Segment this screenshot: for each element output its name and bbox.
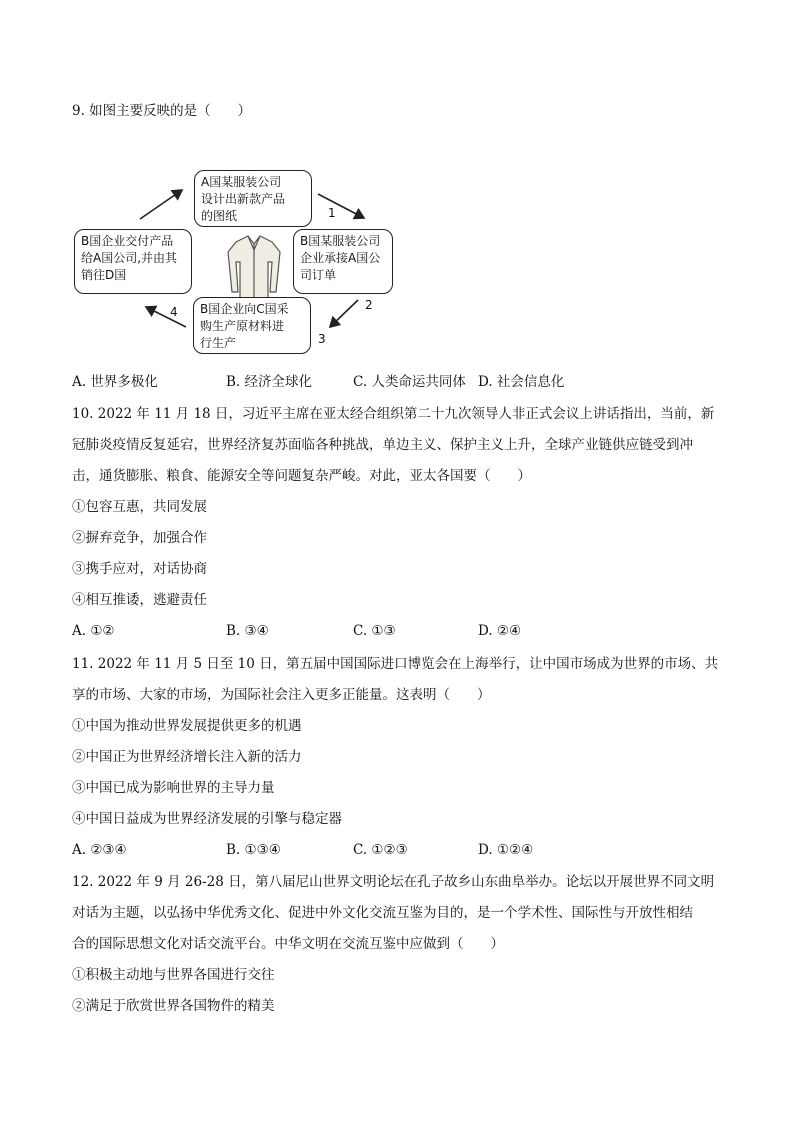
- box-c-production: B国企业向C国采 购生产原材料进 行生产: [193, 297, 311, 354]
- q12-item-2: ②满足于欣赏世界各国物件的精美: [72, 998, 275, 1014]
- arrow-2: [330, 300, 358, 327]
- q9-option-a[interactable]: A. 世界多极化: [72, 374, 158, 390]
- jacket-image: [228, 236, 280, 300]
- q10-item-2: ②摒弃竞争，加强合作: [72, 530, 207, 546]
- box-d-delivery: B国企业交付产品 给A国公司,并由其 销往D国: [74, 229, 192, 294]
- q10-stem-line1: 10. 2022 年 11 月 18 日，习近平主席在亚太经合组织第二十九次领导人非正式会议上讲话指出，当前，新: [72, 406, 715, 422]
- box-b-order: B国某服装公司 企业承接A国公 司订单: [293, 229, 393, 294]
- arrow-1: [318, 194, 364, 218]
- q10-stem-line2: 冠肺炎疫情反复延宕，世界经济复苏面临各种挑战，单边主义、保护主义上升，全球产业链供应链受到冲: [72, 437, 693, 453]
- arrow-4: [146, 307, 186, 327]
- step-3-label: 3: [318, 332, 326, 346]
- step-4-label: 4: [170, 305, 178, 319]
- q12-stem-line1: 12. 2022 年 9 月 26-28 日，第八届尼山世界文明论坛在孔子故乡山东曲阜举办。论坛以开展世界不同文明: [72, 874, 715, 890]
- q11-option-d[interactable]: D. ①②④: [478, 842, 534, 858]
- q9-option-c[interactable]: C. 人类命运共同体: [353, 374, 466, 390]
- q11-option-b[interactable]: B. ①③④: [226, 842, 281, 858]
- q12-stem-line3: 合的国际思想文化对话交流平台。中华文明在交流互鉴中应做到（ ）: [72, 936, 504, 952]
- q10-option-d[interactable]: D. ②④: [478, 623, 522, 639]
- q11-item-4: ④中国日益成为世界经济发展的引擎与稳定器: [72, 811, 342, 827]
- q10-item-1: ①包容互惠，共同发展: [72, 499, 207, 515]
- box-a-design: A国某服装公司 设计出新款产品 的图纸: [194, 170, 312, 227]
- q12-item-1: ①积极主动地与世界各国进行交往: [72, 967, 275, 983]
- q10-option-b[interactable]: B. ③④: [226, 623, 269, 639]
- q11-option-c[interactable]: C. ①②③: [353, 842, 408, 858]
- q11-stem-line2: 享的市场、大家的市场，为国际社会注入更多正能量。这表明（ ）: [72, 687, 491, 703]
- q11-option-a[interactable]: A. ②③④: [72, 842, 127, 858]
- cycle-arrows: [0, 0, 794, 400]
- q11-stem-line1: 11. 2022 年 11 月 5 日至 10 日，第五届中国国际进口博览会在上海举行，让中国市场成为世界的市场、共: [72, 656, 719, 672]
- q10-option-c[interactable]: C. ①③: [353, 623, 396, 639]
- q10-item-4: ④相互推诿，逃避责任: [72, 592, 207, 608]
- q11-item-2: ②中国正为世界经济增长注入新的活力: [72, 749, 302, 765]
- step-2-label: 2: [365, 298, 373, 312]
- q10-option-a[interactable]: A. ①②: [72, 623, 115, 639]
- q9-stem: 9. 如图主要反映的是（ ）: [72, 103, 252, 119]
- q9-option-d[interactable]: D. 社会信息化: [478, 374, 565, 390]
- step-1-label: 1: [328, 206, 336, 220]
- arrow-5: [140, 190, 182, 219]
- q11-item-1: ①中国为推动世界发展提供更多的机遇: [72, 718, 302, 734]
- q12-stem-line2: 对话为主题，以弘扬中华优秀文化、促进中外文化交流互鉴为目的，是一个学术性、国际性与开放性相结: [72, 905, 693, 921]
- q10-item-3: ③携手应对，对话协商: [72, 561, 207, 577]
- q10-stem-line3: 击，通货膨胀、粮食、能源安全等问题复杂严峻。对此，亚太各国要（ ）: [72, 468, 531, 484]
- q9-option-b[interactable]: B. 经济全球化: [226, 374, 313, 390]
- q11-item-3: ③中国已成为影响世界的主导力量: [72, 780, 275, 796]
